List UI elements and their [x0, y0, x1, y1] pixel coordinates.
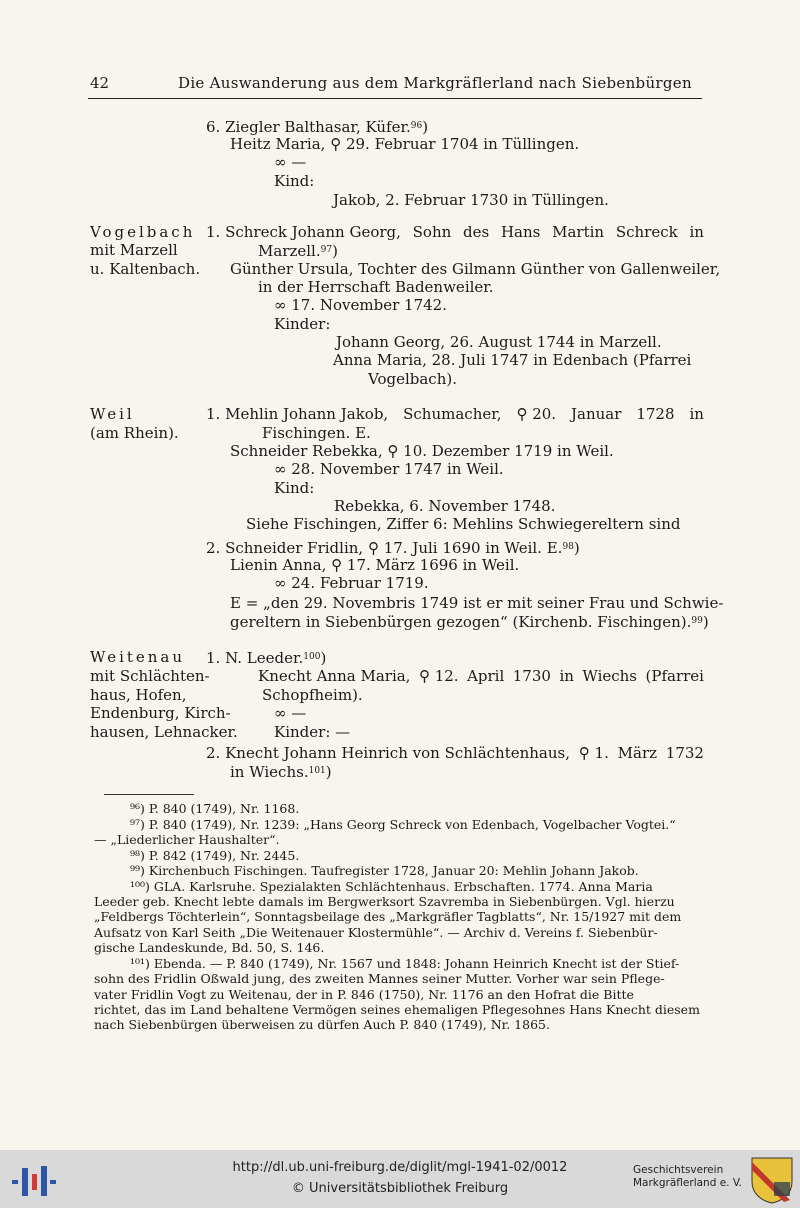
place-weitenau-5: hausen, Lehnacker.: [90, 723, 238, 741]
vogelbach-line-6: Kinder:: [274, 315, 331, 333]
footer-url[interactable]: http://dl.ub.uni-freiburg.de/diglit/mgl-1941-02/0012: [232, 1160, 568, 1175]
weil-line-6: Rebekka, 6. November 1748.: [334, 497, 556, 515]
footnote-97: ⁹⁷) P. 840 (1749), Nr. 1239: „Hans Georg Schreck von Edenbach, Vogelbacher Vogtei.“: [130, 817, 676, 832]
vogelbach-line-4: in der Herrschaft Badenweiler.: [258, 278, 494, 296]
weil-line-1: 1. Mehlin Johann Jakob, Schumacher, ⚲ 20. Januar 1728 in: [206, 405, 704, 423]
place-weitenau-4: Endenburg, Kirch-: [90, 704, 231, 722]
footnote-98: ⁹⁸) P. 842 (1749), Nr. 2445.: [130, 848, 300, 863]
page-number: 42: [90, 74, 110, 92]
place-vogelbach-2: mit Marzell: [90, 241, 178, 259]
footnote-100-l4: Aufsatz von Karl Seith „Die Weitenauer Klostermühle“. — Archiv d. Vereins f. Siebenbür-: [94, 925, 658, 940]
place-vogelbach: Vogelbach: [90, 223, 196, 241]
vogelbach-line-1: 1. Schreck Johann Georg, Sohn des Hans Martin Schreck in: [206, 223, 704, 241]
society-line-1: Geschichtsverein: [633, 1164, 724, 1176]
place-weitenau: Weitenau: [90, 648, 186, 666]
ziegler-line-3: ∞ —: [274, 153, 307, 171]
weitenau-line-1: 1. N. Leeder.$^{100}$): [206, 649, 327, 667]
place-vogelbach-3: u. Kaltenbach.: [90, 260, 201, 278]
weil-line-7: Siehe Fischingen, Ziffer 6: Mehlins Schwiegereltern sind: [246, 515, 681, 533]
footnote-99: ⁹⁹) Kirchenbuch Fischingen. Taufregister 1728, Januar 20: Mehlin Johann Jakob.: [130, 863, 639, 878]
footnote-100-l2: Leeder geb. Knecht lebte damals im Bergwerksort Szavremba in Siebenbürgen. Vgl. hierzu: [94, 894, 675, 909]
weil-line-5: Kind:: [274, 479, 315, 497]
viewer-footer: [0, 1150, 800, 1208]
footnote-101-l3: vater Fridlin Vogt zu Weitenau, der in P. 846 (1750), Nr. 1176 an den Hofrat die Bitte: [94, 987, 634, 1002]
place-weil-2: (am Rhein).: [90, 424, 179, 442]
vogelbach-line-3: Günther Ursula, Tochter des Gilmann Günther von Gallenweiler,: [230, 260, 721, 278]
footnote-100-l5: gische Landeskunde, Bd. 50, S. 146.: [94, 940, 325, 955]
footnote-101: ¹⁰¹) Ebenda. — P. 840 (1749), Nr. 1567 und 1848: Johann Heinrich Knecht ist der Stief-: [130, 956, 680, 971]
running-title: Die Auswanderung aus dem Markgräflerland nach Siebenbürgen: [178, 74, 692, 92]
weil-line-4: ∞ 28. November 1747 in Weil.: [274, 460, 504, 478]
weitenau-line-6: 2. Knecht Johann Heinrich von Schlächtenhaus, ⚲ 1. März 1732: [206, 744, 704, 762]
weitenau-line-7: in Wiechs.$^{101}$): [230, 763, 332, 781]
footnote-101-l5: nach Siebenbürgen überweisen zu dürfen Auch P. 840 (1749), Nr. 1865.: [94, 1017, 550, 1032]
place-weitenau-3: haus, Hofen,: [90, 686, 187, 704]
running-header: [90, 74, 702, 98]
weil-line-8: 2. Schneider Fridlin, ⚲ 17. Juli 1690 in Weil. E.$^{98}$): [206, 539, 580, 557]
weitenau-line-5: Kinder: —: [274, 723, 351, 741]
vogelbach-line-7: Johann Georg, 26. August 1744 in Marzell.: [336, 333, 662, 351]
ziegler-line-5: Jakob, 2. Februar 1730 in Tüllingen.: [333, 191, 609, 209]
vogelbach-line-9: Vogelbach).: [368, 370, 457, 388]
place-weitenau-2: mit Schlächten-: [90, 667, 210, 685]
footnote-101-l2: sohn des Fridlin Oßwald jung, des zweiten Mannes seiner Mutter. Vorher war sein Pflege-: [94, 971, 665, 986]
ziegler-line-2: Heitz Maria, ⚲ 29. Februar 1704 in Tüllingen.: [230, 135, 580, 153]
place-weil: Weil: [90, 405, 135, 423]
weil-line-12: gereltern in Siebenbürgen gezogen“ (Kirchenb. Fischingen).$^{99}$): [230, 613, 709, 631]
footer-copyright: © Universitätsbibliothek Freiburg: [291, 1181, 509, 1196]
weitenau-line-2: Knecht Anna Maria, ⚲ 12. April 1730 in Wiechs (Pfarrei: [258, 667, 704, 685]
weitenau-line-3: Schopfheim).: [262, 686, 363, 704]
vogelbach-line-2: Marzell.$^{97}$): [258, 242, 338, 260]
footnote-96: ⁹⁶) P. 840 (1749), Nr. 1168.: [130, 801, 300, 816]
weil-line-10: ∞ 24. Februar 1719.: [274, 574, 429, 592]
weil-line-11: E = „den 29. Novembris 1749 ist er mit seiner Frau und Schwie-: [230, 594, 724, 612]
vogelbach-line-5: ∞ 17. November 1742.: [274, 296, 447, 314]
footnote-97-cont: — „Liederlicher Haushalter“.: [94, 832, 280, 847]
weil-line-9: Lienin Anna, ⚲ 17. März 1696 in Weil.: [230, 556, 520, 574]
coat-of-arms-icon: [750, 1156, 794, 1204]
ziegler-line-1: 6. Ziegler Balthasar, Küfer.$^{96}$): [206, 118, 429, 136]
ziegler-line-4: Kind:: [274, 172, 315, 190]
footnote-100-l3: „Feldbergs Töchterlein“, Sonntagsbeilage des „Markgräfler Tagblatts“, Nr. 15/1927 mit dem: [94, 909, 682, 924]
society-name: [633, 1164, 742, 1190]
footnote-100: ¹⁰⁰) GLA. Karlsruhe. Spezialakten Schlächtenhaus. Erbschaften. 1774. Anna Maria: [130, 879, 653, 894]
weitenau-line-4: ∞ —: [274, 704, 307, 722]
weil-line-2: Fischingen. E.: [262, 424, 371, 442]
header-rule: [88, 98, 702, 99]
society-line-2: Markgräflerland e. V.: [633, 1177, 743, 1189]
footnote-101-l4: richtet, das im Land behaltene Vermögen seines ehemaligen Pflegesohnes Hans Knecht diesem: [94, 1002, 700, 1017]
vogelbach-line-8: Anna Maria, 28. Juli 1747 in Edenbach (Pfarrei: [333, 351, 692, 369]
footnote-rule: [104, 794, 194, 795]
weil-line-3: Schneider Rebekka, ⚲ 10. Dezember 1719 in Weil.: [230, 442, 614, 460]
